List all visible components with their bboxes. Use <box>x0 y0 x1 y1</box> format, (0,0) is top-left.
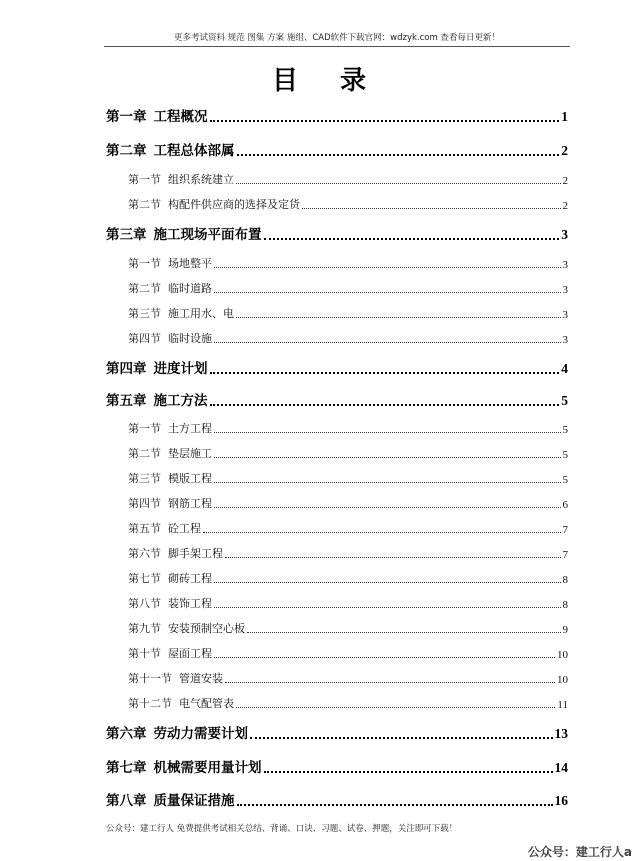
toc-section-entry[interactable] <box>128 671 568 686</box>
toc-section-entry[interactable] <box>128 172 568 187</box>
toc-page-number: 7 <box>562 524 568 536</box>
toc-entry-label <box>128 495 212 511</box>
toc-entry-text: 垫层施工 <box>168 447 212 460</box>
toc-chapter-entry[interactable] <box>106 107 568 125</box>
toc-section-entry[interactable] <box>128 596 568 611</box>
toc-page-number: 2 <box>562 200 568 212</box>
toc-entry-number: 第三章 <box>106 227 147 243</box>
toc-entry-text: 组织系统建立 <box>168 173 234 186</box>
toc-entry-number: 第五章 <box>106 393 147 409</box>
toc-section-entry[interactable] <box>128 281 568 296</box>
toc-entry-label <box>128 545 223 561</box>
toc-entry-label <box>128 470 212 486</box>
toc-entry-number: 第一章 <box>106 109 147 125</box>
toc-entry-number: 第五节 <box>128 522 161 535</box>
toc-leader-dots <box>214 342 561 343</box>
toc-leader-dots <box>225 682 555 683</box>
toc-entry-text: 劳动力需要计划 <box>153 726 248 742</box>
toc-entry-text: 屋面工程 <box>168 647 212 660</box>
toc-section-entry[interactable] <box>128 621 568 636</box>
toc-page-number: 5 <box>561 393 568 408</box>
toc-leader-dots <box>210 120 560 122</box>
toc-page-number: 4 <box>561 361 568 376</box>
toc-entry-number: 第八节 <box>128 597 161 610</box>
toc-leader-dots <box>214 267 561 268</box>
toc-entry-text: 脚手架工程 <box>168 547 223 560</box>
toc-entry-number: 第七节 <box>128 572 161 585</box>
toc-entry-text: 装饰工程 <box>168 597 212 610</box>
toc-section-entry[interactable] <box>128 421 568 436</box>
toc-entry-text: 进度计划 <box>153 361 208 377</box>
toc-leader-dots <box>247 632 561 633</box>
toc-page-number: 3 <box>562 259 568 271</box>
toc-entry-number: 第二节 <box>128 198 161 211</box>
toc-entry-number: 第二节 <box>128 282 161 295</box>
toc-section-entry[interactable] <box>128 646 568 661</box>
toc-page-number: 7 <box>562 549 568 561</box>
toc-leader-dots <box>203 532 561 533</box>
toc-entry-number: 第七章 <box>106 760 147 776</box>
toc-entry-label <box>128 520 201 536</box>
toc-entry-number: 第三节 <box>128 472 161 485</box>
page-header: 更多考试资料 规范 图集 方案 施组、CAD软件下载官网：wdzyk.com 查看每日更新！ <box>174 33 500 43</box>
toc-page-number: 5 <box>562 424 568 436</box>
toc-entry-number: 第一节 <box>128 173 161 186</box>
toc-entry-number: 第十一节 <box>128 672 172 685</box>
toc-leader-dots <box>225 557 561 558</box>
toc-section-entry[interactable] <box>128 496 568 511</box>
toc-section-entry[interactable] <box>128 696 568 711</box>
toc-entry-label <box>106 389 208 409</box>
toc-entry-number: 第九节 <box>128 622 161 635</box>
toc-leader-dots <box>210 372 560 374</box>
toc-entry-text: 施工方法 <box>153 393 208 409</box>
toc-entry-label <box>128 570 212 586</box>
toc-entry-label <box>128 445 212 461</box>
toc-entry-label <box>106 722 248 742</box>
toc-entry-label <box>128 595 212 611</box>
page-footer: 公众号：建工行人 免费提供考试相关总结、背诵、口诀、习题、试卷、押题，关注即可下载！ <box>106 824 458 834</box>
toc-entry-number: 第四节 <box>128 332 161 345</box>
toc-section-entry[interactable] <box>128 546 568 561</box>
toc-entry-number: 第六章 <box>106 726 147 742</box>
toc-entry-number: 第十节 <box>128 647 161 660</box>
toc-entry-label <box>128 305 234 321</box>
toc-entry-number: 第一节 <box>128 422 161 435</box>
toc-page-number: 1 <box>561 109 568 124</box>
toc-entry-label <box>128 670 223 686</box>
toc-leader-dots <box>237 154 560 156</box>
toc-page-number: 5 <box>562 474 568 486</box>
toc-section-entry[interactable] <box>128 571 568 586</box>
toc-page-number: 8 <box>562 599 568 611</box>
toc-chapter-entry[interactable] <box>106 359 568 377</box>
toc-page-number: 11 <box>557 699 568 711</box>
toc-page-number: 6 <box>562 499 568 511</box>
toc-entry-text: 安装预制空心板 <box>168 622 245 635</box>
toc-entry-label <box>106 789 235 809</box>
toc-section-entry[interactable] <box>128 197 568 212</box>
toc-entry-label <box>128 645 212 661</box>
toc-entry-label <box>106 756 262 776</box>
toc-leader-dots <box>236 317 561 318</box>
toc-entry-number: 第四章 <box>106 361 147 377</box>
toc-leader-dots <box>250 737 553 739</box>
toc-leader-dots <box>264 238 560 240</box>
toc-entry-text: 施工现场平面布置 <box>153 227 262 243</box>
toc-leader-dots <box>214 507 561 508</box>
toc-page-number: 3 <box>561 227 568 242</box>
toc-leader-dots <box>214 482 561 483</box>
toc-page-number: 8 <box>562 574 568 586</box>
watermark: 公众号：建工行人a <box>527 845 632 859</box>
toc-leader-dots <box>236 183 561 184</box>
toc-chapter-entry[interactable] <box>106 141 568 159</box>
toc-entry-label <box>128 255 212 271</box>
toc-page-number: 3 <box>562 284 568 296</box>
toc-entry-text: 砌砖工程 <box>168 572 212 585</box>
toc-entry-text: 模版工程 <box>168 472 212 485</box>
toc-chapter-entry[interactable] <box>106 391 568 409</box>
toc-leader-dots <box>214 457 561 458</box>
toc-entry-label <box>128 620 245 636</box>
toc-entry-number: 第三节 <box>128 307 161 320</box>
toc-chapter-entry[interactable] <box>106 225 568 243</box>
toc-section-entry[interactable] <box>128 521 568 536</box>
toc-chapter-entry[interactable] <box>106 724 568 742</box>
toc-entry-number: 第六节 <box>128 547 161 560</box>
toc-leader-dots <box>236 707 555 708</box>
toc-entry-text: 临时道路 <box>168 282 212 295</box>
toc-leader-dots <box>302 208 561 209</box>
toc-entry-number: 第十二节 <box>128 697 172 710</box>
toc-entry-label <box>128 196 300 212</box>
toc-leader-dots <box>214 292 561 293</box>
toc-title: 目录 <box>271 66 408 96</box>
toc-entry-text: 临时设施 <box>168 332 212 345</box>
toc-page-number: 3 <box>562 334 568 346</box>
toc-entry-label <box>128 280 212 296</box>
toc-entry-number: 第八章 <box>106 793 147 809</box>
toc-chapter-entry[interactable] <box>106 791 568 809</box>
toc-entry-label <box>106 223 262 243</box>
toc-page-number: 10 <box>557 649 568 661</box>
toc-entry-number: 第二节 <box>128 447 161 460</box>
toc-page-number: 16 <box>554 793 568 808</box>
toc-entry-number: 第一节 <box>128 257 161 270</box>
toc-entry-text: 机械需要用量计划 <box>153 760 262 776</box>
toc-leader-dots <box>214 607 561 608</box>
toc-page-number: 10 <box>557 674 568 686</box>
toc-chapter-entry[interactable] <box>106 758 568 776</box>
toc-leader-dots <box>237 804 553 806</box>
toc-entry-text: 场地整平 <box>168 257 212 270</box>
toc-entry-text: 钢筋工程 <box>168 497 212 510</box>
toc-leader-dots <box>214 582 561 583</box>
toc-page-number: 13 <box>554 726 568 741</box>
toc-page-number: 5 <box>562 449 568 461</box>
toc-page-number: 9 <box>562 624 568 636</box>
toc-entry-label <box>106 357 208 377</box>
toc-page-number: 2 <box>562 175 568 187</box>
toc-entry-text: 施工用水、电 <box>168 307 234 320</box>
toc-entry-text: 构配件供应商的选择及定货 <box>168 198 300 211</box>
toc-section-entry[interactable] <box>128 306 568 321</box>
toc-entry-text: 管道安装 <box>179 672 223 685</box>
toc-entry-label <box>106 139 235 159</box>
toc-page-number: 14 <box>554 760 568 775</box>
toc-entry-label <box>106 105 208 125</box>
toc-entry-label <box>128 330 212 346</box>
toc-section-entry[interactable] <box>128 331 568 346</box>
toc-section-entry[interactable] <box>128 256 568 271</box>
toc-leader-dots <box>214 657 555 658</box>
toc-page-number: 3 <box>562 309 568 321</box>
toc-leader-dots <box>210 404 560 406</box>
toc-leader-dots <box>264 771 553 773</box>
toc-entry-label <box>128 420 212 436</box>
toc-section-entry[interactable] <box>128 471 568 486</box>
toc-entry-text: 工程概况 <box>153 109 208 125</box>
toc-entry-label <box>128 695 234 711</box>
toc-leader-dots <box>214 432 561 433</box>
toc-entry-label <box>128 171 234 187</box>
toc-entry-text: 电气配管表 <box>179 697 234 710</box>
toc-entry-text: 工程总体部属 <box>153 143 235 159</box>
header-rule <box>104 46 570 47</box>
toc-entry-text: 质量保证措施 <box>153 793 235 809</box>
toc-entry-text: 土方工程 <box>168 422 212 435</box>
toc-section-entry[interactable] <box>128 446 568 461</box>
toc-entry-number: 第二章 <box>106 143 147 159</box>
toc-entry-number: 第四节 <box>128 497 161 510</box>
toc-entry-text: 砼工程 <box>168 522 201 535</box>
toc-page-number: 2 <box>561 143 568 158</box>
